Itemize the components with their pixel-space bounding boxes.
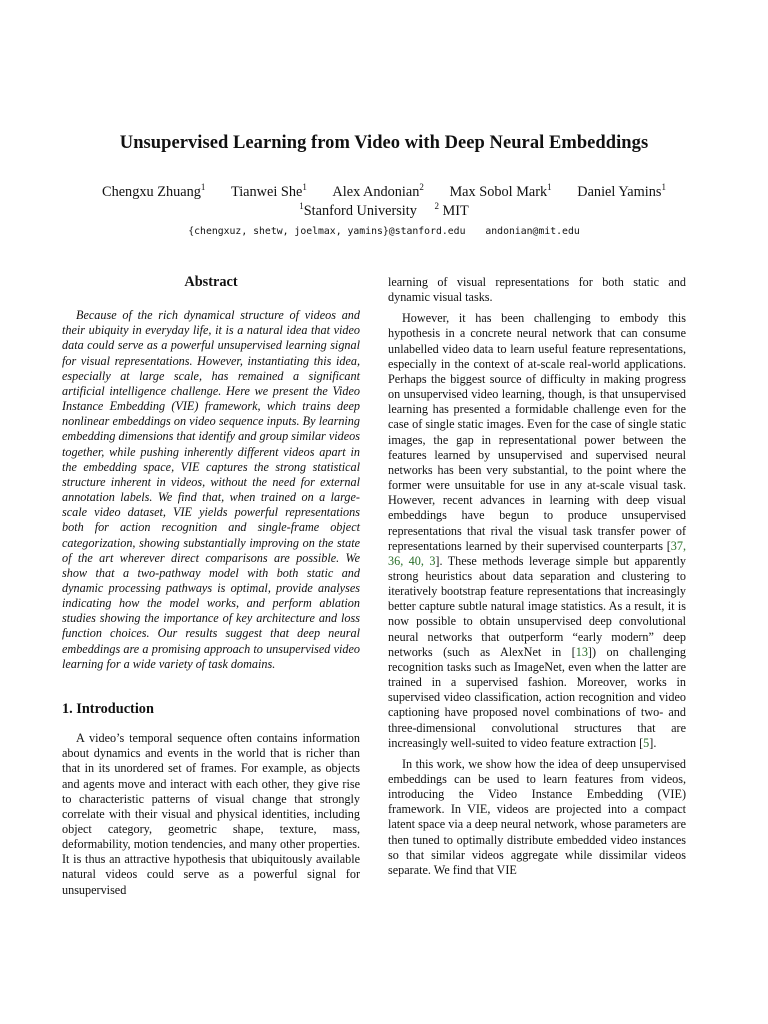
section-heading-introduction: 1. Introduction bbox=[62, 700, 154, 717]
paper-title: Unsupervised Learning from Video with Deep Neural Embeddings bbox=[119, 133, 649, 153]
right-column bbox=[388, 275, 686, 884]
affiliation-name: Stanford University bbox=[303, 203, 417, 219]
affiliation-mark: 1 bbox=[299, 201, 304, 211]
citation-link[interactable]: 13 bbox=[575, 644, 588, 659]
body-paragraph bbox=[388, 311, 686, 751]
author-affiliation-mark: 1 bbox=[200, 182, 206, 192]
author bbox=[577, 184, 666, 200]
author-name: Max Sobol Mark bbox=[449, 184, 548, 200]
author-affiliation-mark: 2 bbox=[419, 182, 424, 192]
affiliation bbox=[299, 203, 417, 219]
author-name: Chengxu Zhuang bbox=[102, 184, 201, 200]
paragraph-text: ]. These methods leverage simple but apparently strong heuristics about data separation and clustering to iteratively bootstrap feature representations that increasingly better capture subtle natural image statistics. As a result, it is now possible to obtain unsupervised deep convolutional neural networks that outperform “early modern” deep networks (such as AlexNet in [ bbox=[388, 553, 686, 659]
author-name: Alex Andonian bbox=[332, 184, 420, 200]
affiliation-name: MIT bbox=[438, 203, 469, 219]
affiliation-mark: 2 bbox=[434, 201, 439, 211]
paragraph-text: However, it has been challenging to embody this hypothesis in a concrete neural network that can consume unlabelled video data to learn useful feature representations, especially in the context of at-scale real-world applications. Perhaps the biggest source of difficulty in making progress on unsupervised video learning, though, is that unsupervised learning has presented a formidable challenge even for the case of single static images. Even for the case of single static images, the gap in representational power between the features learned by unsupervised and supervised neural networks has been very substantial, to the point where the former were unsuitable for use in any at-scale visual task. However, recent advances in learning with deep visual embeddings have begun to produce unsupervised representations that rival the visual task transfer power of representations learned by their supervised counterparts [ bbox=[388, 311, 686, 553]
body-paragraph: In this work, we show how the idea of deep unsupervised embeddings can be used to learn features from videos, introducing the Video Instance Embedding (VIE) framework. In VIE, videos are projected into a compact latent space via a deep neural network, whose parameters are then tuned to optimally distribute embedded video instances so that similar videos aggregate while dissimilar videos separate. We find that VIE bbox=[388, 756, 686, 877]
email-list bbox=[0, 226, 768, 237]
email-address: andonian@mit.edu bbox=[485, 226, 580, 237]
author-affiliation-mark: 1 bbox=[302, 182, 307, 192]
abstract-text: Because of the rich dynamical structure of videos and their ubiquity in everyday life, it is a natural idea that video data could serve as a powerful unsupervised learning signal for visual representations. However, instantiating this idea, especially at large scale, has remained a significant artificial intelligence challenge. Here we present the Video Instance Embedding (VIE) framework, which trains deep nonlinear embeddings on video sequence inputs. By learning embedding dimensions that identify and group similar videos together, while pushing inherently different videos apart in the embedding space, VIE captures the strong statistical structure inherent in videos, without the need for external annotation labels. We find that, when trained on a large-scale video dataset, VIE yields powerful representations both for action recognition and single-frame object categorization, showing substantially improving on the state of the art wherever direct comparisons are possible. We show that a two-pathway model with both static and dynamic processing pathways is optimal, provide analyses indicating how the model works, and perform ablation studies showing the importance of key architecture and loss function choices. Our results suggest that deep neural embeddings are a promising approach to unsupervised video learning for a wide variety of task domains. bbox=[62, 308, 360, 671]
affiliation-list bbox=[0, 203, 768, 220]
author bbox=[102, 184, 205, 200]
citation-link[interactable]: 5 bbox=[643, 735, 650, 750]
body-paragraph: learning of visual representations for both static and dynamic visual tasks. bbox=[388, 275, 686, 305]
body-paragraph: A video’s temporal sequence often contains information about dynamics and events in the world that is richer than that in its unordered set of frames. For example, as objects and agents move and interact with each other, they give rise to characteristic patterns of visual change that strongly correlate with their visual and physical identities, including object category, geometric shape, texture, mass, deformability, motion tendencies, and many other properties. It is thus an attractive hypothesis that ubiquitously available natural videos could serve as a powerful signal for unsupervised bbox=[62, 731, 360, 897]
citation-link[interactable]: 37, 36, 40, 3 bbox=[388, 538, 686, 568]
author-list bbox=[0, 184, 768, 201]
affiliation bbox=[434, 203, 468, 219]
author-affiliation-mark: 1 bbox=[547, 182, 552, 192]
author bbox=[231, 184, 307, 200]
left-column bbox=[62, 275, 360, 904]
paragraph-text: ]) on challenging recognition tasks such as ImageNet, even when the latter are trained in a supervised fashion. Moreover, works in supervised video classification, action recognition and video captioning have proposed novel combinations of two- and three-dimensional convolutional structures that are increasingly well-suited to video feature extraction [ bbox=[388, 644, 686, 750]
author-name: Daniel Yamins bbox=[577, 184, 662, 200]
email-address: {chengxuz, shetw, joelmax, yamins}@stanford.edu bbox=[188, 226, 466, 237]
author-name: Tianwei She bbox=[230, 184, 303, 200]
author bbox=[332, 184, 423, 200]
author bbox=[449, 184, 551, 200]
paragraph-text: ]. bbox=[649, 735, 657, 750]
author-affiliation-mark: 1 bbox=[661, 182, 666, 192]
abstract-heading: Abstract bbox=[184, 274, 238, 290]
